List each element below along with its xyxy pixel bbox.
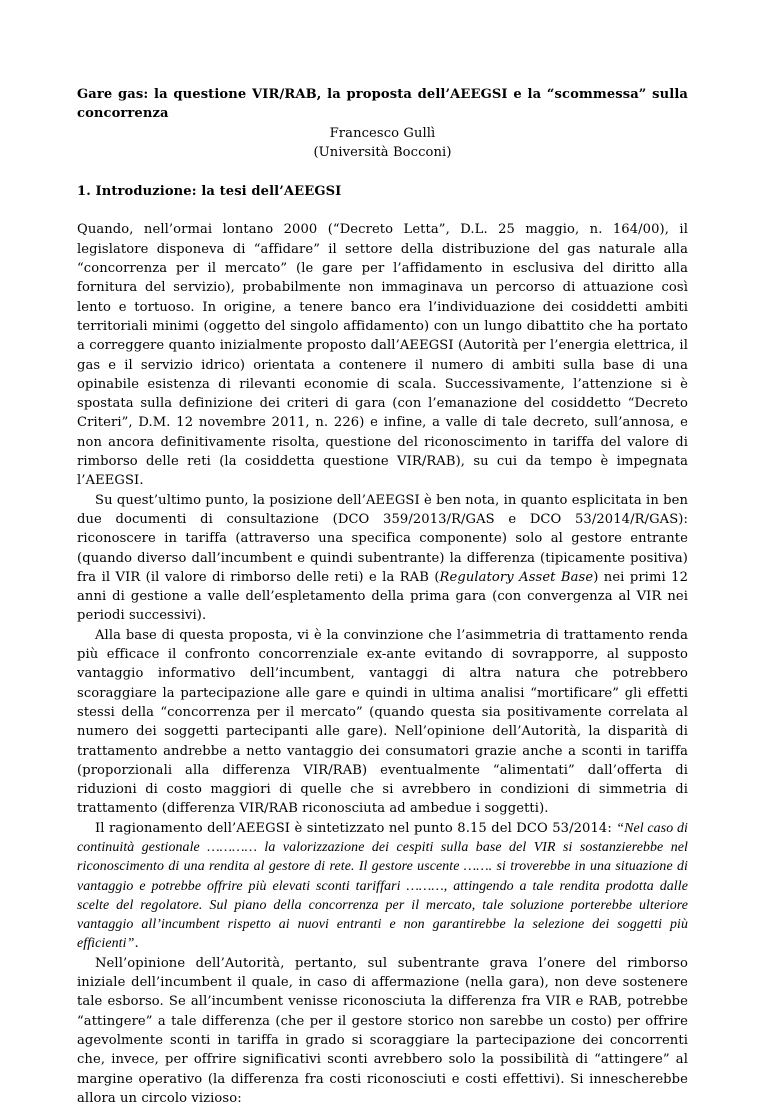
paragraph-2-italic: Regulatory Asset Base <box>439 569 594 585</box>
paragraph-4 <box>77 819 688 954</box>
paragraph-2 <box>77 491 688 626</box>
paragraph-1: Quando, nell’ormai lontano 2000 (“Decreto Letta”, D.L. 25 maggio, n. 164/00), il legislatore disponeva di “affidare” il settore della distribuzione del gas naturale alla “concorrenza per il mercato” (le gare per l’affidamento in esclusiva del diritto alla fornitura del servizio), probabilmente non immaginava un percorso di attuazione così lento e tortuoso. In origine, a tenere banco era l’individuazione dei cosiddetti ambiti territoriali minimi (oggetto del singolo affidamento) con un lungo dibattito che ha portato a correggere quanto inizialmente proposto dall’AEEGSI (Autorità per l’energia elettrica, il gas e il servizio idrico) orientata a contenere il numero di ambiti sulla base di una opinabile esistenza di rilevanti economie di scala. Successivamente, l’attenzione si è spostata sulla definizione dei criteri di gara (con l’emanazione del cosiddetto “Decreto Criteri”, D.M. 12 novembre 2011, n. 226) e infine, a valle di tale decreto, sull’annosa, e non ancora definitivamente risolta, questione del riconoscimento in tariffa del valore di rimborso delle reti (la cosiddetta questione VIR/RAB), su cui da tempo è impegnata l’AEEGSI. <box>77 222 688 489</box>
author-affiliation: (Università Bocconi) <box>313 144 452 160</box>
document-title: Gare gas: la questione VIR/RAB, la proposta dell’AEEGSI e la “scommessa” sulla concorrenza <box>77 87 688 122</box>
paragraph-4-text-a: Il ragionamento dell’AEEGSI è sintetizzato nel punto 8.15 del DCO 53/2014: <box>95 820 617 836</box>
paragraph-2-text-a: Su quest’ultimo punto, la posizione dell’AEEGSI è ben nota, in quanto esplicitata in ben due documenti di consultazione (DCO 359/2013/R/GAS e DCO 53/2014/R/GAS): riconoscere in tariffa (attraverso una specifica componente) solo al gestore entrante (quando diverso dall’incumbent e quindi subentrante) la differenza (tipicamente positiva) fra il VIR (il valore di rimborso delle reti) e la RAB ( <box>77 492 688 585</box>
paragraph-4-text-b: . <box>134 936 139 952</box>
author-name: Francesco Gullì <box>329 125 436 141</box>
section-heading: 1. Introduzione: la tesi dell’AEEGSI <box>77 184 342 200</box>
paragraph-2-text-b: ) nei primi 12 anni di gestione a valle dell’espletamento della prima gara (con convergenza al VIR nei periodi successivi). <box>77 569 688 624</box>
paragraph-5: Nell’opinione dell’Autorità, pertanto, sul subentrante grava l’onere del rimborso iniziale dell’incumbent il quale, in caso di affermazione (nella gara), non deve sostenere tale esborso. Se all’incumbent venisse riconosciuta la differenza fra VIR e RAB, potrebbe “attingere” a tale differenza (che per il gestore storico non sarebbe un costo) per offrire agevolmente sconti in tariffa in grado si scoraggiare la partecipazione dei concorrenti che, invece, per offrire significativi sconti avrebbero solo la possibilità di “attingere” al margine operativo (la differenza fra costi riconosciuti e costi effettivi). Si innescherebbe allora un circolo vizioso: <box>77 955 688 1106</box>
paragraph-3: Alla base di questa proposta, vi è la convinzione che l’asimmetria di trattamento renda più efficace il confronto concorrenziale ex-ante evitando di sovrapporre, al supposto vantaggio informativo dell’incumbent, vantaggi di altra natura che potrebbero scoraggiare la partecipazione alle gare e quindi in ultima analisi “mortificare” gli effetti stessi della “concorrenza per il mercato” (quando questa sia positivamente correlata al numero dei soggetti partecipanti alle gare). Nell’opinione dell’Autorità, la disparità di trattamento andrebbe a netto vantaggio dei consumatori grazie anche a sconti in tariffa (proporzionali alla differenza VIR/RAB) eventualmente “alimentati” dall’offerta di riduzioni di costo maggiori di quelle che si avrebbero in condizioni di simmetria di trattamento (differenza VIR/RAB riconosciuta ad ambedue i soggetti). <box>77 627 688 817</box>
paragraph-4-quote: “Nel caso di continuità gestionale ………… la valorizzazione dei cespiti sulla base del VIR si sostanzierebbe nel riconoscimento di una rendita al gestore di rete. Il gestore uscente ……. si troverebbe in una situazione di vantaggio e potrebbe offrire più elevati sconti tariffari ………, attingendo a tale rendita prodotta dalle scelte del regolatore. Sul piano della concorrenza per il mercato, tale soluzione porterebbe ulteriore vantaggio all’incumbent rispetto ai nuovi entranti e non garantirebbe la selezione dei soggetti più efficienti” <box>77 820 688 952</box>
